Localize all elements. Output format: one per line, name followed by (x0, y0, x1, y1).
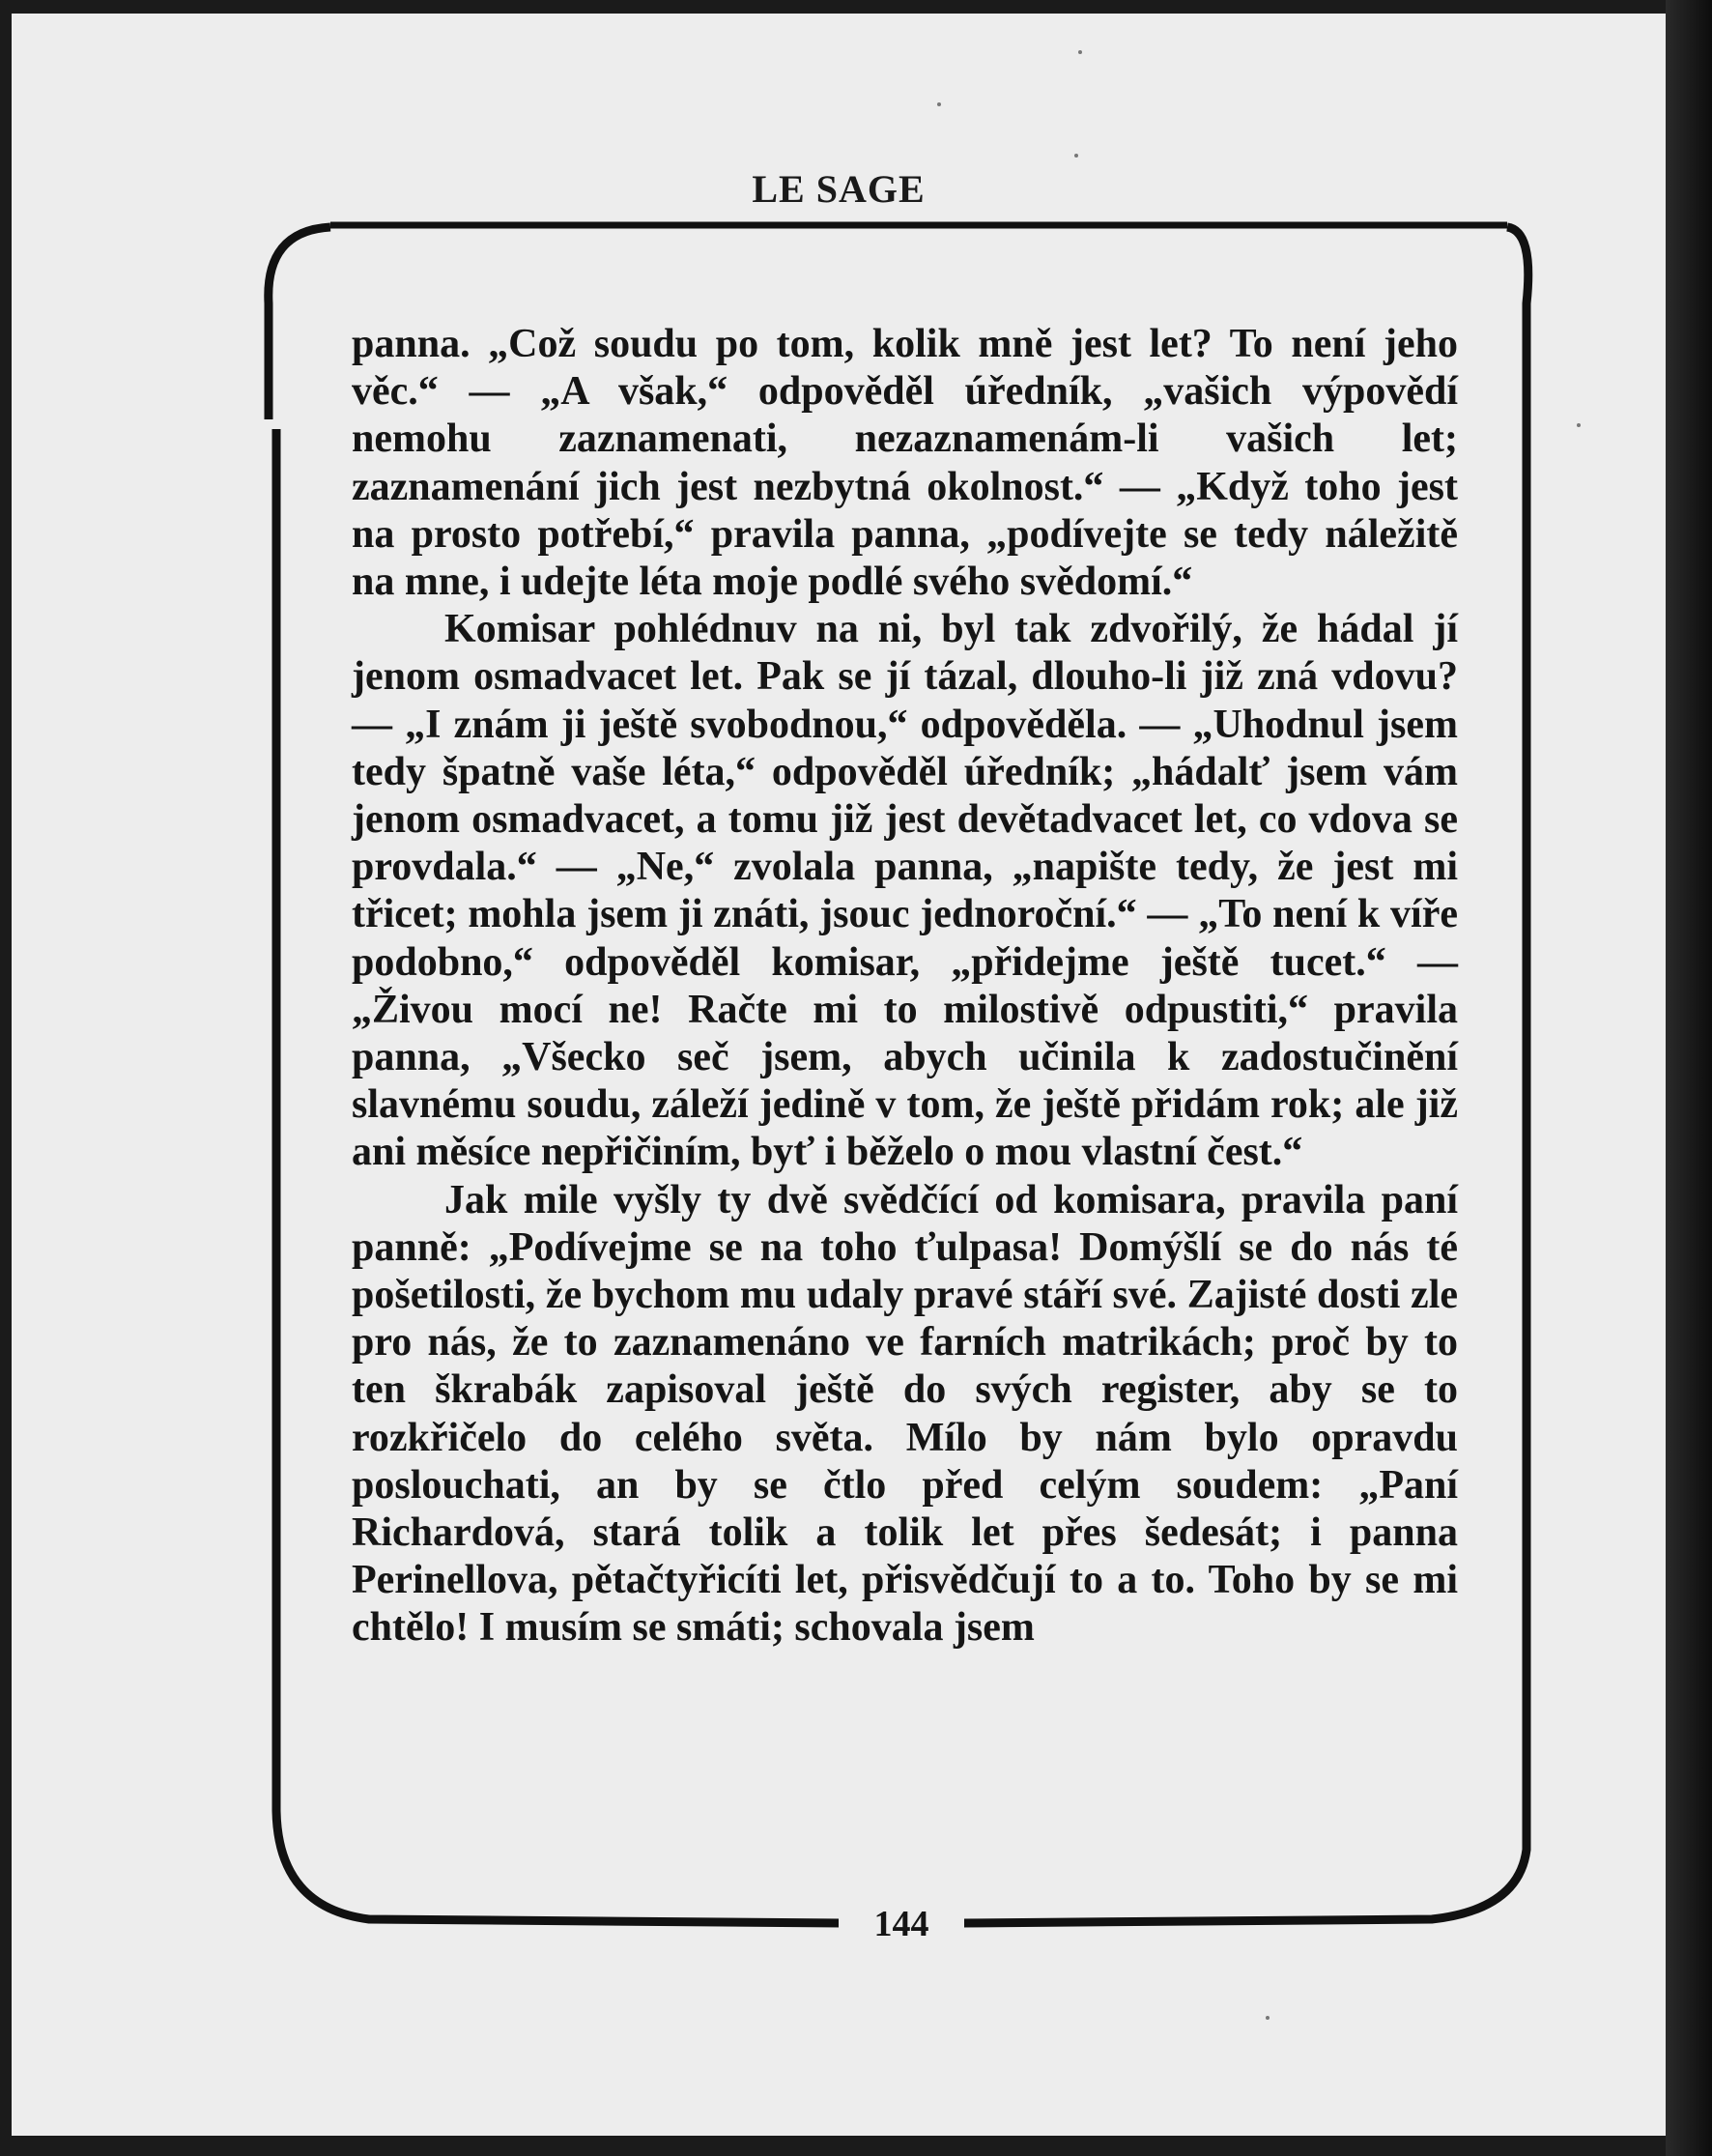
paper-speck (1074, 154, 1078, 158)
book-spine-shadow (1666, 0, 1712, 2156)
paper-speck (1266, 2016, 1270, 2020)
running-header: LE SAGE (752, 167, 926, 211)
paper-speck (937, 102, 941, 106)
paper-speck (1577, 423, 1581, 427)
paragraph: panna. „Což soudu po tom, kolik mně jest let? To není jeho věc.“ — „A však,“ odpověděl úředník, „vašich výpovědí nemohu zaznamenati, nezaznamenám-li vašich let; zaznamenání jich jest nezbytná okolnost.“ — „Když toho jest na prosto potřebí,“ pravila panna, „podívejte se tedy náležitě na mne, i udejte léta moje podlé svého svědomí.“ (352, 322, 1458, 605)
paper-speck (1078, 50, 1082, 54)
paragraph: Jak mile vyšly ty dvě svědčící od komisara, pravila paní panně: „Podívejme se na toho ťulpasa! Domýšlí se do nás té pošetilosti, že bychom mu udaly pravé stáří své. Zajisté dosti zle pro nás, že to zaznamenáno ve farních matrikách; proč by to ten škrabák zapisoval ještě do svých register, aby se to rozkřičelo do celého světa. Mílo by nám bylo opravdu poslouchati, an by se čtlo před celým soudem: „Paní Richardová, stará tolik a tolik let přes šedesát; i panna Perinellova, pětačtyřicíti let, přisvědčují to a to. Toho by se mi chtělo! I musím se smáti; schovala jsem (352, 1177, 1458, 1651)
book-page (12, 14, 1666, 2136)
paragraph: Komisar pohlédnuv na ni, byl tak zdvořilý, že hádal jí jenom osmadvacet let. Pak se jí tázal, dlouho-li již zná vdovu? — „I znám ji ještě svobodnou,“ odpověděla. — „Uhodnul jsem tedy špatně vaše léta,“ odpověděl úředník; „hádalť jsem vám jenom osmadvacet, a tomu již jest devětadvacet let, co vdova se provdala.“ — „Ne,“ zvolala panna, „napište tedy, že jest mi třicet; mohla jsem ji znáti, jsouc jednoroční.“ — „To není k víře podobno,“ odpověděl komisar, „přidejme ještě tucet.“ — „Živou mocí ne! Račte mi to milostivě odpustiti,“ pravila panna, „Všecko seč jsem, abych učinila k zadostučinění slavnému soudu, záleží jedině v tom, že ještě přidám rok; ale již ani měsíce nepřičiním, byť i běželo o mou vlastní čest.“ (352, 607, 1458, 1175)
page-number: 144 (839, 1903, 964, 1945)
body-text (352, 321, 1458, 1653)
